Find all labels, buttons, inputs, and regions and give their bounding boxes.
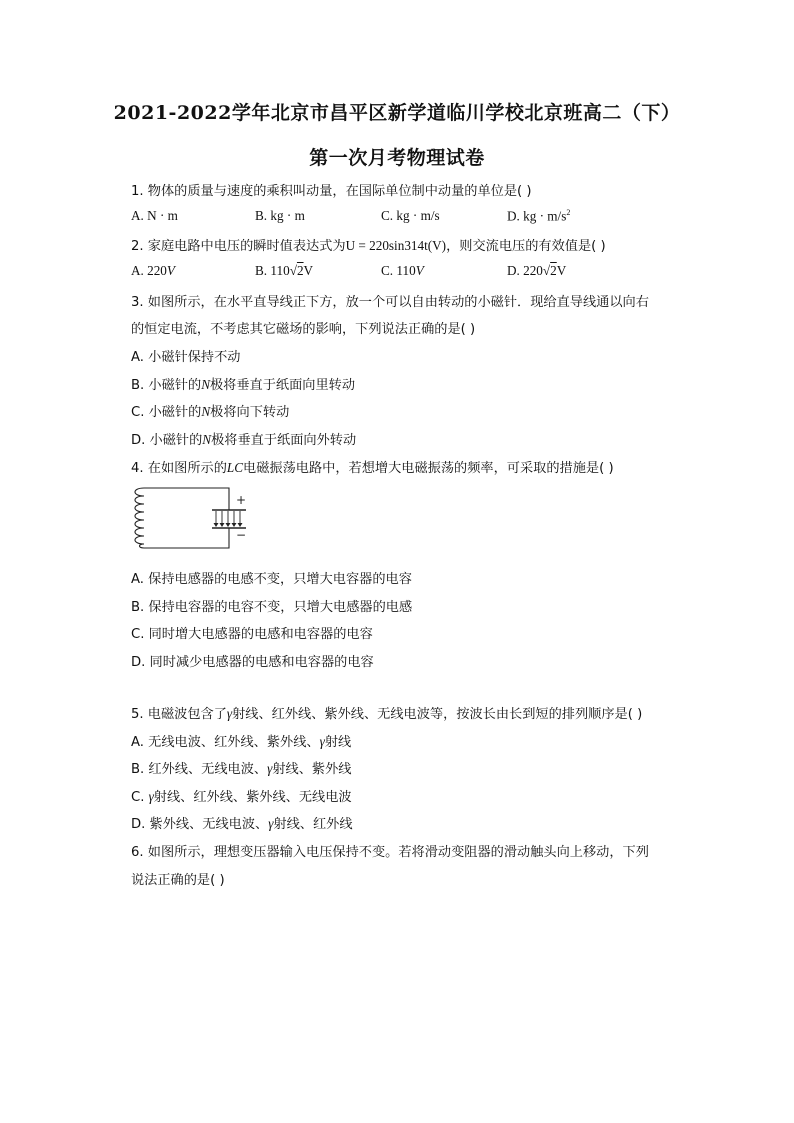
- electric-field-arrows-icon: [216, 511, 240, 525]
- inductor-coil-icon: [135, 488, 144, 548]
- question-3-stem-line1: 3. 如图所示，在水平直导线正下方，放一个可以自由转动的小磁针．现给直导线通以向右: [131, 295, 649, 310]
- question-2-stem: 2. 家庭电路中电压的瞬时值表达式为U = 220sin314t(V)，则交流电压的有效值是( ): [131, 238, 606, 254]
- capacitor-minus-label: −: [236, 528, 247, 542]
- question-3-option-b: B. 小磁针的N极将垂直于纸面向里转动: [131, 377, 356, 393]
- question-4-option-d: D. 同时减少电感器的电感和电容器的电容: [131, 655, 374, 670]
- question-2-option-a: A. 220V: [131, 263, 175, 278]
- question-5-option-b: B. 红外线、无线电波、γ射线、紫外线: [131, 761, 352, 777]
- question-1-option-b: B. kg · m: [255, 208, 305, 223]
- question-4-option-a: A. 保持电感器的电感不变，只增大电容器的电容: [131, 572, 412, 587]
- question-1-option-a: A. N · m: [131, 208, 178, 223]
- question-1-stem: 1. 物体的质量与速度的乘积叫动量，在国际单位制中动量的单位是( ): [131, 184, 532, 199]
- question-5-option-c: C. γ射线、红外线、紫外线、无线电波: [131, 789, 352, 805]
- question-4-option-c: C. 同时增大电感器的电感和电容器的电容: [131, 627, 373, 642]
- question-1-option-c: C. kg · m/s: [381, 208, 440, 223]
- question-2-option-b: B. 110√2V: [255, 263, 314, 278]
- sqrt-symbol: √: [289, 263, 297, 278]
- question-2-option-c: C. 110V: [381, 263, 424, 278]
- exam-title-line1: 2021-2022学年北京市昌平区新学道临川学校北京班高二（下）: [113, 102, 681, 124]
- question-3-option-c: C. 小磁针的N极将向下转动: [131, 404, 290, 420]
- circuit-wire-top: [144, 488, 229, 510]
- question-5-stem: 5. 电磁波包含了γ射线、红外线、紫外线、无线电波等，按波长由长到短的排列顺序是( ): [131, 706, 643, 722]
- question-4-stem: 4. 在如图所示的LC电磁振荡电路中，若想增大电磁振荡的频率，可采取的措施是( ): [131, 460, 614, 476]
- question-4-option-b: B. 保持电容器的电容不变，只增大电感器的电感: [131, 600, 413, 615]
- question-6-stem-line2: 说法正确的是( ): [131, 873, 225, 888]
- capacitor-plus-label: +: [236, 493, 247, 507]
- question-2-option-d: D. 220√2V: [507, 263, 567, 278]
- sqrt-symbol: √: [542, 263, 551, 278]
- circuit-wire-bottom: [144, 528, 229, 548]
- question-3-stem-line2: 的恒定电流，不考虑其它磁场的影响，下列说法正确的是( ): [131, 322, 476, 337]
- voltage-formula: U = 220sin314t(V): [345, 238, 447, 253]
- lc-circuit-diagram: [130, 483, 256, 553]
- exam-title-line2: 第一次月考物理试卷: [309, 147, 485, 169]
- question-6-stem-line1: 6. 如图所示，理想变压器输入电压保持不变。若将滑动变阻器的滑动触头向上移动，下列: [131, 845, 649, 860]
- question-5-option-a: A. 无线电波、红外线、紫外线、γ射线: [131, 734, 352, 750]
- question-3-option-d: D. 小磁针的N极将垂直于纸面向外转动: [131, 432, 357, 448]
- question-3-option-a: A. 小磁针保持不动: [131, 350, 241, 365]
- question-1-option-d: D. kg · $m/s^2$: [507, 208, 571, 224]
- question-5-option-d: D. 紫外线、无线电波、γ射线、红外线: [131, 816, 353, 832]
